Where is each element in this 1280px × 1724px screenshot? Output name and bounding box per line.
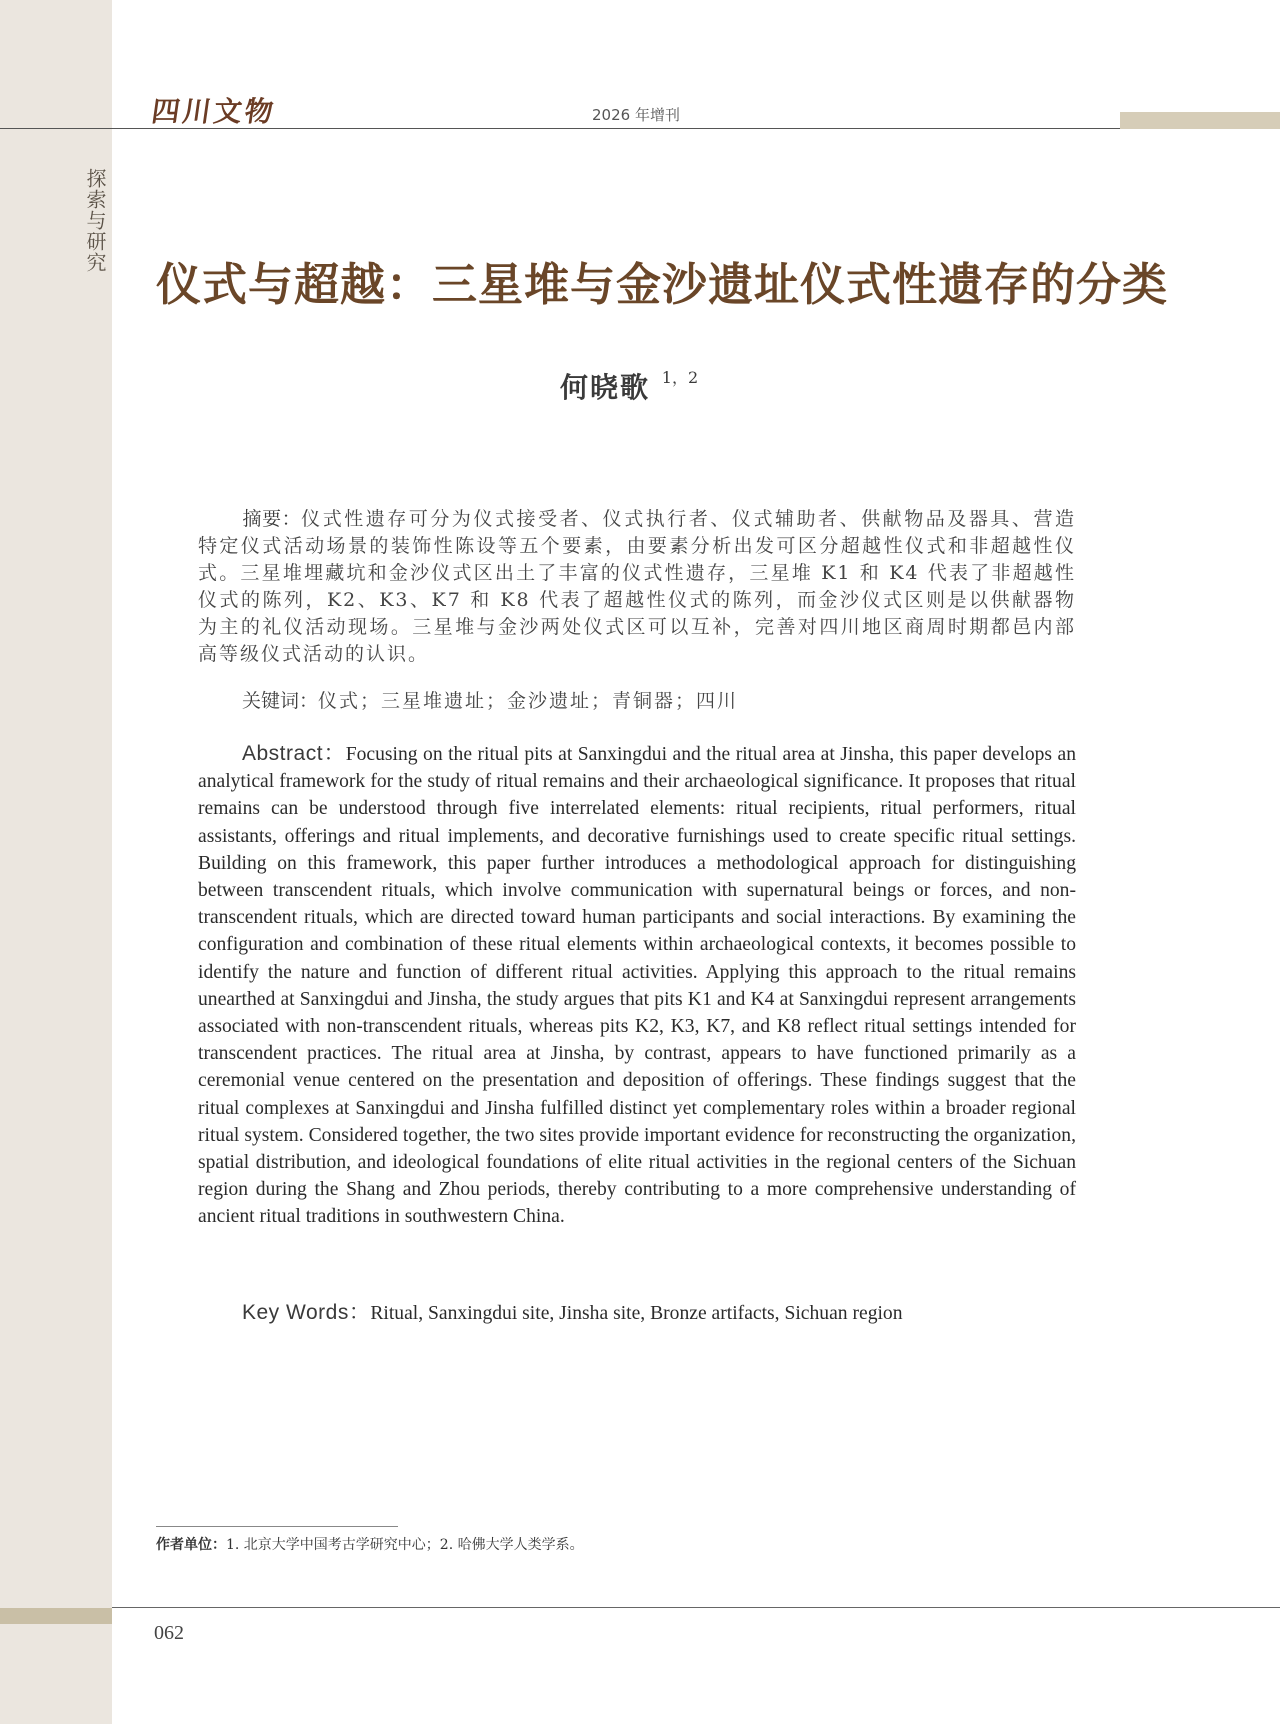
author-affiliation (156, 1534, 584, 1554)
journal-logo: 四川文物 (149, 95, 279, 128)
english-abstract-text: Focusing on the ritual pits at Sanxingdui and the ritual area at Jinsha, this paper develops an analytical framework for the study of ritual remains and their archaeological significance. It proposes that ritual remains can be understood through five interrelated elements: ritual recipients, ritual performers, ritual assistants, offerings and ritual implements, and decorative furnishings used to create specific ritual settings. Building on this framework, this paper further introduces a methodological approach for distinguishing between transcendent rituals, which involve communication with supernatural beings or forces, and non-transcendent rituals, which are directed toward human participants and social interactions. By examining the configuration and combination of these ritual elements within archaeological contexts, it becomes possible to identify the nature and function of different ritual activities. Applying this approach to the ritual remains unearthed at Sanxingdui and Jinsha, the study argues that pits K1 and K4 at Sanxingdui represent arrangements associated with non-transcendent rituals, whereas pits K2, K3, K7, and K8 reflect ritual settings intended for transcendent practices. The ritual area at Jinsha, by contrast, appears to have functioned primarily as a ceremonial venue centered on the presentation and deposition of offerings. These findings suggest that the ritual complexes at Sanxingdui and Jinsha fulfilled distinct yet complementary roles within a broader regional ritual system. Considered together, the two sites provide important evidence for reconstructing the organization, spatial distribution, and ideological foundations of elite ritual activities in the regional centers of the Sichuan region during the Shang and Zhou periods, thereby contributing to a more comprehensive understanding of ancient ritual traditions in southwestern China. (198, 744, 1077, 1228)
issue-label: 2026 年增刊 (592, 106, 680, 124)
chinese-keywords-label: 关键词： (242, 690, 319, 712)
page-number: 062 (154, 1622, 184, 1644)
bottom-accent-band (0, 1608, 112, 1624)
english-keywords-label: Key Words： (242, 1301, 371, 1324)
affiliation-label: 作者单位： (156, 1537, 226, 1553)
section-label: 探索与研究 (83, 168, 107, 273)
chinese-keywords-text: 仪式；三星堆遗址；金沙遗址；青铜器；四川 (318, 690, 739, 712)
article-title: 仪式与超越：三星堆与金沙遗址仪式性遗存的分类 (156, 258, 1169, 311)
english-keywords-text: Ritual, Sanxingdui site, Jinsha site, Bronze artifacts, Sichuan region (370, 1303, 903, 1324)
chinese-keywords (242, 686, 1076, 713)
header-accent-band (1120, 112, 1280, 129)
chinese-abstract-text: 仪式性遗存可分为仪式接受者、仪式执行者、仪式辅助者、供献物品及器具、营造特定仪式活动场景的装饰性陈设等五个要素，由要素分析出发可区分超越性仪式和非超越性仪式。三星堆埋藏坑和金沙仪式区出土了丰富的仪式性遗存，三星堆 K1 和 K4 代表了非超越性仪式的陈列，K2、K3、K7 和 K8 代表了超越性仪式的陈列，而金沙仪式区则是以供献器物为主的礼仪活动现场。三星堆与金沙两处仪式区可以互补，完善对四川地区商周时期都邑内部高等级仪式活动的认识。 (198, 508, 1076, 665)
affiliation-text: 1. 北京大学中国考古学研究中心；2. 哈佛大学人类学系。 (226, 1537, 584, 1553)
author-line (560, 366, 698, 406)
chinese-abstract-label: 摘要： (242, 508, 302, 530)
english-abstract (198, 740, 1076, 1231)
english-keywords (242, 1296, 1076, 1326)
footnote-rule (156, 1526, 398, 1527)
footer-rule (112, 1607, 1280, 1608)
header-rule (0, 128, 1120, 129)
left-margin-band (0, 0, 112, 1724)
author-name: 何晓歌 (560, 371, 651, 404)
author-affiliation-marks: 1，2 (661, 367, 699, 387)
chinese-abstract (198, 506, 1076, 668)
english-abstract-label: Abstract： (242, 742, 346, 765)
